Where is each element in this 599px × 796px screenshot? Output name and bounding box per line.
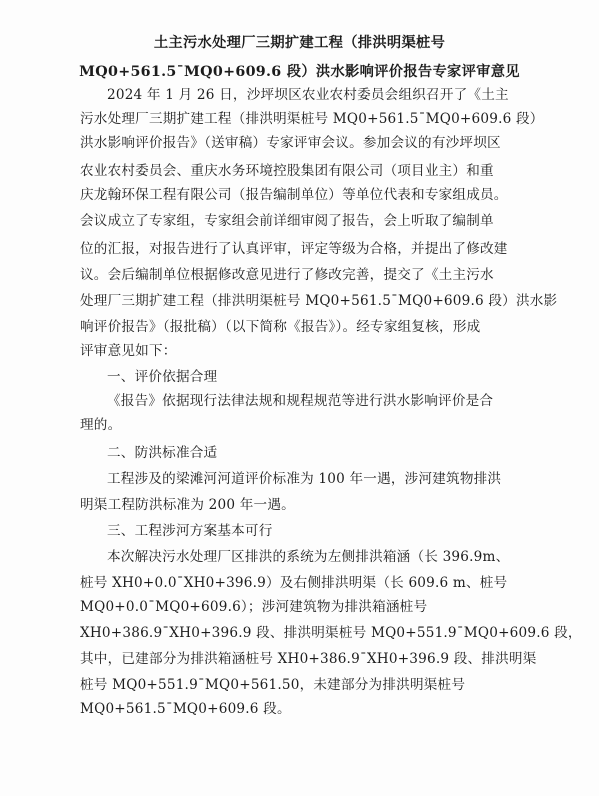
section-body-line: 桩号 MQ0+551.9¯MQ0+561.50，未建部分为排洪明渠桩号 [80, 677, 466, 693]
section-body-line: MQ0+561.5¯MQ0+609.6 段。 [80, 701, 291, 717]
intro-line: 农业农村委员会、重庆水务环境控股集团有限公司（项目业主）和重 [80, 163, 494, 179]
section-heading: 一、评价依据合理 [107, 369, 218, 385]
document-title-line-2: MQ0+561.5¯MQ0+609.6 段）洪水影响评价报告专家评审意见 [79, 64, 520, 80]
intro-line: 庆龙翰环保工程有限公司（报告编制单位）等单位代表和专家组成员。 [80, 187, 508, 203]
section-heading: 二、防洪标准合适 [107, 445, 218, 461]
section-body-line: 明渠工程防洪标准为 200 年一遇。 [80, 497, 295, 513]
intro-line: 位的汇报，对报告进行了认真评审，评定等级为合格，并提出了修改建 [80, 241, 508, 257]
section-heading: 三、工程涉河方案基本可行 [107, 523, 273, 539]
intro-line: 议。会后编制单位根据修改意见进行了修改完善，提交了《土主污水 [80, 267, 494, 283]
intro-line: 响评价报告》（报批稿）（以下简称《报告》）。经专家组复核，形成 [80, 319, 481, 335]
intro-line: 评审意见如下： [80, 343, 177, 359]
document-title-line-1: 土主污水处理厂三期扩建工程（排洪明渠桩号 [153, 35, 446, 51]
section-body-line: 其中，已建部分为排洪箱涵桩号 XH0+386.9¯XH0+396.9 段、排洪明渠 [80, 651, 537, 667]
section-body-line: MQ0+0.0¯MQ0+609.6）；涉河建筑物为排洪箱涵桩号 [80, 599, 428, 615]
section-body-line: XH0+386.9¯XH0+396.9 段、排洪明渠桩号 MQ0+551.9¯MQ0+609.6 段， [80, 625, 582, 641]
section-body-line: 《报告》依据现行法律法规和规程规范等进行洪水影响评价是合 [107, 393, 494, 409]
section-body-line: 桩号 XH0+0.0¯XH0+396.9）及右侧排洪明渠（长 609.6 m、桩号 [80, 575, 508, 591]
section-body-line: 工程涉及的梁滩河河道评价标准为 100 年一遇，涉河建筑物排洪 [107, 471, 502, 487]
section-body-line: 本次解决污水处理厂区排洪的系统为左侧排洪箱涵（长 396.9m、 [107, 549, 510, 565]
intro-line: 污水处理厂三期扩建工程（排洪明渠桩号 MQ0+561.5¯MQ0+609.6 段） [80, 111, 544, 127]
intro-line: 洪水影响评价报告》（送审稿）专家评审会议。参加会议的有沙坪坝区 [80, 135, 501, 151]
intro-line: 处理厂三期扩建工程（排洪明渠桩号 MQ0+561.5¯MQ0+609.6 段）洪水影 [80, 293, 558, 309]
section-body-line: 理的。 [80, 417, 122, 433]
intro-line: 会议成立了专家组，专家组会前详细审阅了报告，会上听取了编制单 [80, 213, 494, 229]
intro-line: 2024 年 1 月 26 日，沙坪坝区农业农村委员会组织召开了《土主 [107, 87, 509, 103]
